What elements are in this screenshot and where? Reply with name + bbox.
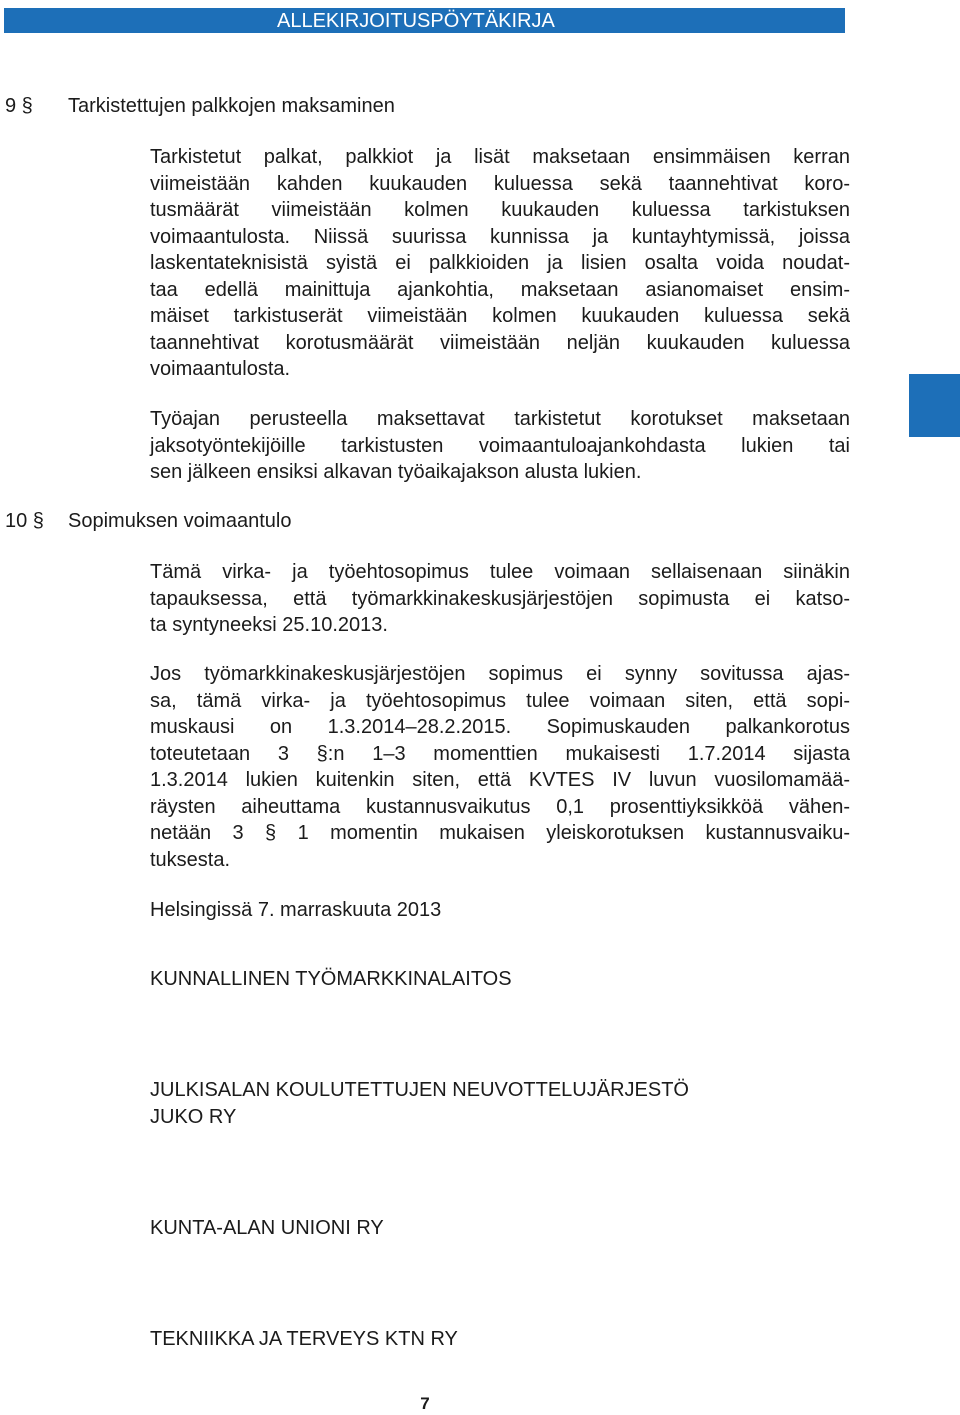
- text-line: viimeistään kahden kuukauden kuluessa sekä taannehtivat koro-: [150, 172, 850, 195]
- paragraph-entry-into-force: [150, 559, 850, 639]
- signatory-kunta-alan-unioni: KUNTA-ALAN UNIONI RY: [150, 1217, 384, 1239]
- text-line: mäiset tarkistuserät viimeistään kolmen kuukauden kuluessa sekä: [150, 305, 850, 327]
- section-9-title: Tarkistettujen palkkojen maksaminen: [68, 95, 395, 117]
- text-line: tusmäärät viimeistään kolmen kuukauden kuluessa tarkistuksen: [150, 199, 850, 221]
- text-line: Tarkistetut palkat, palkkiot ja lisät maksetaan ensimmäisen kerran: [150, 146, 850, 168]
- text-line: laskentateknisistä syistä ei palkkioiden ja lisien osalta voida noudat-: [150, 252, 850, 274]
- text-line: tuksesta.: [150, 848, 231, 871]
- section-10-number: 10 §: [5, 510, 44, 532]
- section-10-heading: [0, 509, 850, 533]
- header-bar: [4, 8, 845, 33]
- text-line: sa, tämä virka- ja työehtosopimus tulee voimaan siten, että sopi-: [150, 689, 850, 712]
- text-line: 1.3.2014 lukien kuitenkin siten, että KVTES IV luvun vuosilomamää-: [150, 769, 850, 791]
- section-9-heading: [0, 94, 850, 118]
- text-line: Tämä virka- ja työehtosopimus tulee voimaan sellaisenaan siinäkin: [150, 561, 850, 583]
- text-line: voimaantulosta. Niissä suurissa kunnissa ja kuntayhtymissä, joissa: [150, 225, 850, 248]
- page-number: 7: [420, 1394, 430, 1413]
- signatory-tekniikka-ja-terveys: TEKNIIKKA JA TERVEYS KTN RY: [150, 1328, 458, 1350]
- paragraph-contract-period: [150, 661, 850, 873]
- text-line: jaksotyöntekijöille tarkistusten voimaantuloajankohdasta lukien tai: [150, 434, 850, 457]
- text-line: muskausi on 1.3.2014–28.2.2015. Sopimuskauden palkankorotus: [150, 716, 850, 738]
- text-line: taannehtivat korotusmäärät viimeistään neljän kuukauden kuluessa: [150, 331, 850, 354]
- paragraph-period-workers: [150, 406, 850, 486]
- text-line: Työajan perusteella maksettavat tarkistetut korotukset maksetaan: [150, 408, 850, 430]
- header-title: ALLEKIRJOITUSPÖYTÄKIRJA: [277, 10, 555, 32]
- section-9-number: 9 §: [5, 95, 33, 117]
- text-line: tapauksessa, että työmarkkinakeskusjärjestöjen sopimusta ei katso-: [150, 587, 850, 610]
- text-line: voimaantulosta.: [150, 358, 291, 380]
- section-10-title: Sopimuksen voimaantulo: [68, 510, 292, 532]
- signatory-kunnallinen-tyomarkkinalaitos: KUNNALLINEN TYÖMARKKINALAITOS: [150, 968, 512, 990]
- text-line: Jos työmarkkinakeskusjärjestöjen sopimus ei synny sovitussa ajas-: [150, 663, 850, 685]
- place-and-date: Helsingissä 7. marraskuuta 2013: [150, 899, 442, 921]
- text-line: sen jälkeen ensiksi alkavan työaikajakson alusta lukien.: [150, 461, 642, 483]
- signatory-juko-name: JULKISALAN KOULUTETTUJEN NEUVOTTELUJÄRJESTÖ: [150, 1079, 689, 1101]
- text-line: toteutetaan 3 §:n 1–3 momenttien mukaisesti 1.7.2014 sijasta: [150, 742, 850, 765]
- paragraph-payment-schedule: [150, 144, 850, 383]
- text-line: ta syntyneeksi 25.10.2013.: [150, 614, 388, 636]
- text-line: räysten aiheuttama kustannusvaikutus 0,1 prosenttiyksikköä vähen-: [150, 795, 850, 818]
- text-line: taa edellä mainittuja ajankohtia, maksetaan asianomaiset ensim-: [150, 278, 850, 301]
- text-line: netään 3 § 1 momentin mukaisen yleiskorotuksen kustannusvaiku-: [150, 822, 850, 844]
- signatory-juko-ry: JUKO RY: [150, 1106, 237, 1128]
- side-tab-marker: [909, 374, 960, 437]
